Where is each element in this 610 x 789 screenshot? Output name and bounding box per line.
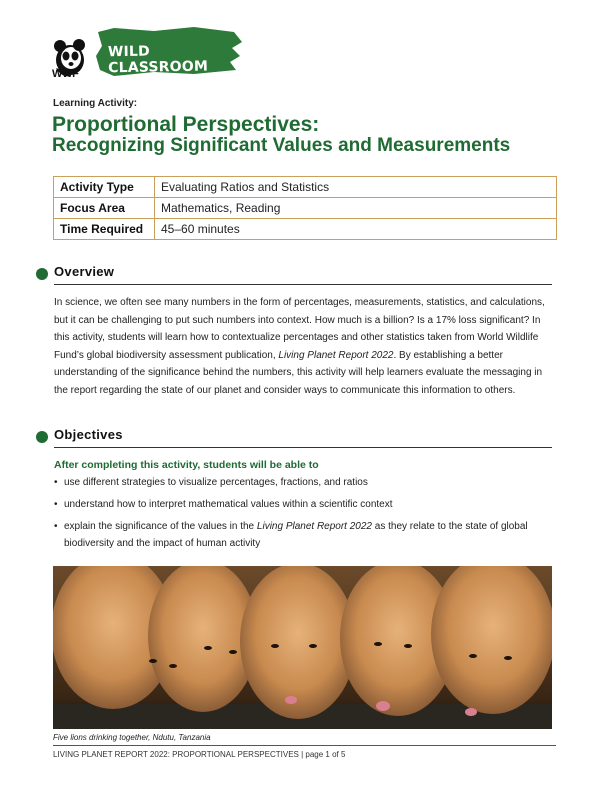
- report-title-italic: Living Planet Report 2022: [278, 349, 394, 361]
- overview-text: In science, we often see many numbers in the form of percentages, measurements, statistics, and calculations, but it can be challenging to put such numbers into context. How much is a billion? Is a 17% loss significant? In this activity, students will learn how to contextualize percentages and other statistics taken from World Wildlife Fund’s global biodiversity assessment publication,: [54, 297, 545, 361]
- photo-caption: Five lions drinking together, Ndutu, Tanzania: [53, 733, 211, 742]
- report-title-italic: Living Planet Report 2022: [256, 521, 372, 532]
- lions-photo: [53, 566, 552, 729]
- time-required-value: 45–60 minutes: [155, 219, 557, 240]
- activity-info-table: [53, 176, 557, 240]
- page-footer: LIVING PLANET REPORT 2022: PROPORTIONAL PERSPECTIVES | page 1 of 5: [53, 750, 346, 759]
- header: [52, 26, 252, 86]
- overview-heading: Overview: [54, 264, 115, 279]
- activity-type-label: Activity Type: [54, 177, 155, 198]
- list-item: [54, 518, 546, 552]
- overview-text-continued: . By establishing a better understanding of the significance behind the numbers, this activity will help learners evaluate the messaging in the report regarding the state of our planet and consider ways to communicate this information to others.: [54, 349, 543, 396]
- objectives-heading: Objectives: [54, 427, 123, 442]
- table-row: [54, 177, 557, 198]
- wwf-logo-text: WWF: [52, 68, 79, 80]
- banner-label: WILD CLASSROOM: [107, 43, 209, 77]
- objectives-list: [54, 474, 546, 557]
- activity-kicker: Learning Activity:: [53, 98, 138, 109]
- overview-paragraph: [54, 294, 546, 399]
- section-divider: [54, 447, 552, 448]
- focus-area-label: Focus Area: [54, 198, 155, 219]
- section-bullet-icon: [36, 268, 48, 280]
- list-item: • understand how to interpret mathematical values within a scientific context: [54, 496, 546, 513]
- section-bullet-icon: [36, 431, 48, 443]
- page-subtitle: Recognizing Significant Values and Measurements: [52, 135, 511, 156]
- activity-type-value: Evaluating Ratios and Statistics: [155, 177, 557, 198]
- time-required-label: Time Required: [54, 219, 155, 240]
- focus-area-value: Mathematics, Reading: [155, 198, 557, 219]
- objectives-lead: After completing this activity, students will be able to: [54, 459, 319, 471]
- table-row: [54, 198, 557, 219]
- page-title: Proportional Perspectives:: [52, 113, 320, 136]
- objective-text: explain the significance of the values in the: [64, 521, 257, 532]
- objective-text-continued: as they relate to the state of global biodiversity and the impact of human activity: [64, 521, 528, 549]
- section-divider: [54, 284, 552, 285]
- footer-divider: [53, 745, 556, 746]
- list-item: • use different strategies to visualize percentages, fractions, and ratios: [54, 474, 546, 491]
- table-row: [54, 219, 557, 240]
